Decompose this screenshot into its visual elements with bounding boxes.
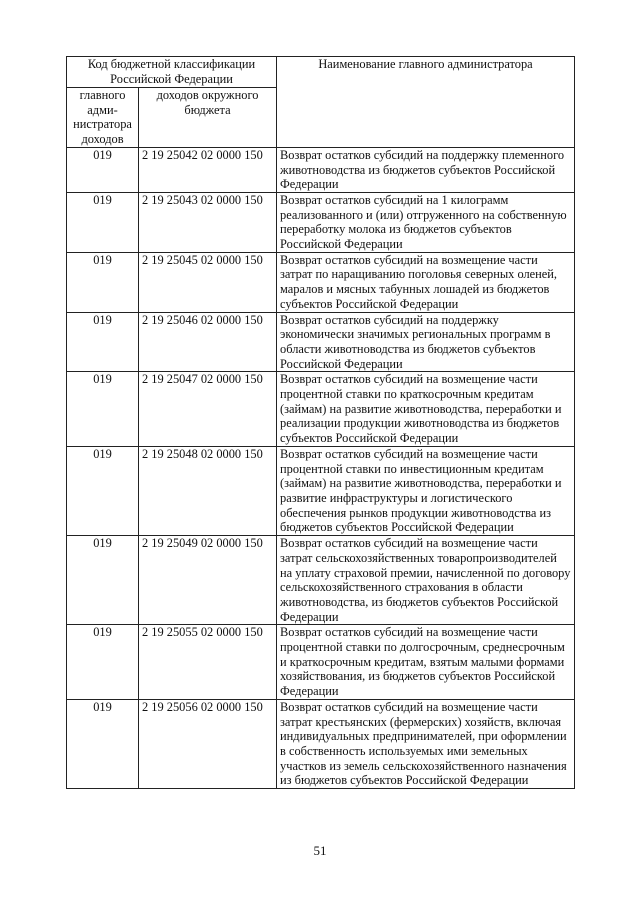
- administrator-name-cell: Возврат остатков субсидий на поддержку племенного животноводства из бюджетов субъектов Российской Федерации: [277, 147, 575, 192]
- header-budget-classification-code: Код бюджетной классификации Российской Федерации: [67, 57, 277, 88]
- revenue-code-cell: 2 19 25043 02 0000 150: [139, 192, 277, 252]
- admin-code-cell: 019: [67, 192, 139, 252]
- admin-code-cell: 019: [67, 536, 139, 625]
- table-row: [67, 699, 575, 788]
- header-administrator-name: Наименование главного администратора: [277, 57, 575, 148]
- admin-code-cell: 019: [67, 625, 139, 700]
- administrator-name-cell: Возврат остатков субсидий на возмещение части затрат по наращиванию поголовья северных оленей, маралов и мясных табунных лошадей из бюджетов субъектов Российской Федерации: [277, 252, 575, 312]
- admin-code-cell: 019: [67, 446, 139, 535]
- revenue-code-cell: 2 19 25046 02 0000 150: [139, 312, 277, 372]
- administrator-name-cell: Возврат остатков субсидий на возмещение части затрат крестьянских (фермерских) хозяйств, включая индивидуальных предпринимателей, при оформлении в собственность используемых ими земельных участков из земель сельскохозяйственного назначения из бюджетов субъектов Российской Федерации: [277, 699, 575, 788]
- table-row: [67, 147, 575, 192]
- revenue-code-cell: 2 19 25045 02 0000 150: [139, 252, 277, 312]
- table-row: [67, 446, 575, 535]
- admin-code-cell: 019: [67, 252, 139, 312]
- admin-code-cell: 019: [67, 699, 139, 788]
- admin-code-cell: 019: [67, 147, 139, 192]
- admin-code-cell: 019: [67, 312, 139, 372]
- administrator-name-cell: Возврат остатков субсидий на возмещение части затрат сельскохозяйственных товаропроизводителей на уплату страховой премии, начисленной по договору сельскохозяйственного страхования в области животноводства, из бюджетов субъектов Российской Федерации: [277, 536, 575, 625]
- administrator-name-cell: Возврат остатков субсидий на возмещение части процентной ставки по долгосрочным, среднесрочным и краткосрочным кредитам, взятым малыми формами хозяйствования, из бюджетов субъектов Российской Федерации: [277, 625, 575, 700]
- header-district-budget-revenue: доходов окружного бюджета: [139, 88, 277, 148]
- table-row: [67, 372, 575, 447]
- administrator-name-cell: Возврат остатков субсидий на 1 килограмм реализованного и (или) отгруженного на собственную переработку молока из бюджетов субъектов Российской Федерации: [277, 192, 575, 252]
- revenue-code-cell: 2 19 25042 02 0000 150: [139, 147, 277, 192]
- table-body: [67, 147, 575, 788]
- page-number: 51: [313, 843, 327, 858]
- revenue-code-cell: 2 19 25049 02 0000 150: [139, 536, 277, 625]
- revenue-code-cell: 2 19 25048 02 0000 150: [139, 446, 277, 535]
- revenue-code-cell: 2 19 25055 02 0000 150: [139, 625, 277, 700]
- table-row: [67, 536, 575, 625]
- admin-code-cell: 019: [67, 372, 139, 447]
- table-row: [67, 312, 575, 372]
- header-main-administrator: главного адми-нистратора доходов: [67, 88, 139, 148]
- revenue-code-cell: 2 19 25056 02 0000 150: [139, 699, 277, 788]
- administrator-name-cell: Возврат остатков субсидий на возмещение части процентной ставки по краткосрочным кредитам (займам) на развитие животноводства, переработки и реализации продукции животноводства из бюджетов субъектов Российской Федерации: [277, 372, 575, 447]
- administrator-name-cell: Возврат остатков субсидий на поддержку экономически значимых региональных программ в области животноводства из бюджетов субъектов Российской Федерации: [277, 312, 575, 372]
- table-row: [67, 625, 575, 700]
- table-row: [67, 192, 575, 252]
- revenue-code-cell: 2 19 25047 02 0000 150: [139, 372, 277, 447]
- budget-classification-table: [66, 56, 575, 789]
- administrator-name-cell: Возврат остатков субсидий на возмещение части процентной ставки по инвестиционным кредитам (займам) на развитие животноводства, переработки и развитие инфраструктуры и логистического обеспечения рынков продукции животноводства из бюджетов субъектов Российской Федерации: [277, 446, 575, 535]
- table-row: [67, 252, 575, 312]
- table-header-row-top: [67, 57, 575, 88]
